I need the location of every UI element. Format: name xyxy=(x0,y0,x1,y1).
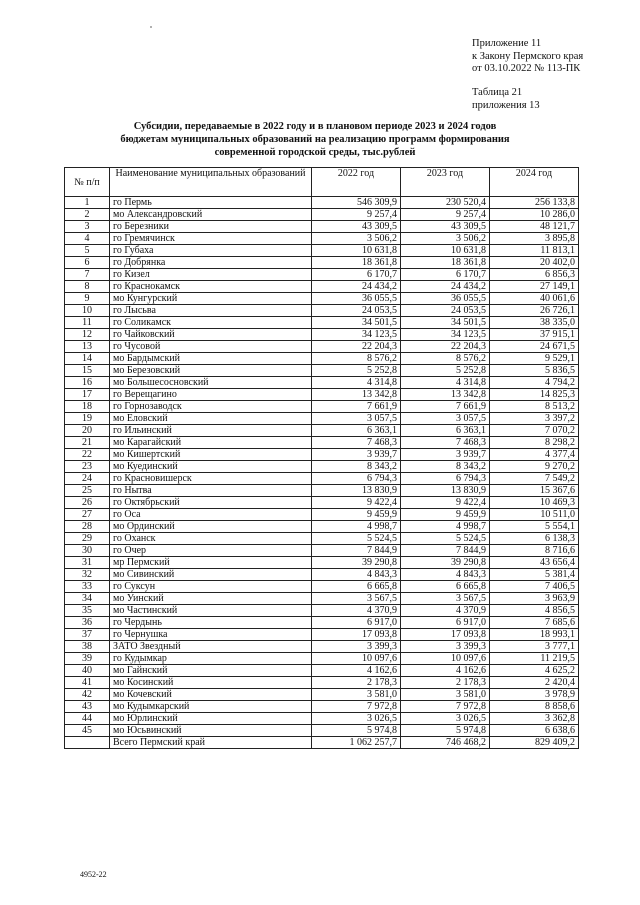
value-2022: 6 170,7 xyxy=(312,269,401,281)
title-line-2: бюджетам муниципальных образований на реализацию программ формирования xyxy=(120,134,510,145)
row-num: 27 xyxy=(65,509,110,521)
table-row xyxy=(65,605,579,617)
value-2022: 3 939,7 xyxy=(312,449,401,461)
municipality-name: го Кизел xyxy=(110,269,312,281)
value-2023: 43 309,5 xyxy=(401,221,490,233)
row-num: 15 xyxy=(65,365,110,377)
municipality-name: мо Большесосновский xyxy=(110,377,312,389)
value-2024: 4 856,5 xyxy=(490,605,579,617)
table-row xyxy=(65,713,579,725)
table-row xyxy=(65,701,579,713)
value-2022: 3 057,5 xyxy=(312,413,401,425)
municipality-name: мо Юсьвинский xyxy=(110,725,312,737)
table-row xyxy=(65,281,579,293)
value-2023: 5 974,8 xyxy=(401,725,490,737)
value-2023: 9 422,4 xyxy=(401,497,490,509)
value-2022: 39 290,8 xyxy=(312,557,401,569)
value-2024: 7 685,6 xyxy=(490,617,579,629)
table-row xyxy=(65,437,579,449)
value-2022: 4 370,9 xyxy=(312,605,401,617)
row-num: 19 xyxy=(65,413,110,425)
total-2023: 746 468,2 xyxy=(401,737,490,749)
value-2022: 34 501,5 xyxy=(312,317,401,329)
value-2024: 3 777,1 xyxy=(490,641,579,653)
table-row xyxy=(65,341,579,353)
municipality-name: го Краснокамск xyxy=(110,281,312,293)
value-2024: 20 402,0 xyxy=(490,257,579,269)
value-2022: 34 123,5 xyxy=(312,329,401,341)
table-row xyxy=(65,197,579,209)
value-2024: 6 638,6 xyxy=(490,725,579,737)
appendix-reference xyxy=(472,38,583,76)
row-num: 36 xyxy=(65,617,110,629)
row-num: 20 xyxy=(65,425,110,437)
table-row xyxy=(65,641,579,653)
value-2023: 3 057,5 xyxy=(401,413,490,425)
row-num: 30 xyxy=(65,545,110,557)
value-2024: 6 138,3 xyxy=(490,533,579,545)
municipality-name: го Горнозаводск xyxy=(110,401,312,413)
municipality-name: мо Частинский xyxy=(110,605,312,617)
table-row xyxy=(65,689,579,701)
header-num: № п/п xyxy=(65,168,110,197)
row-num: 35 xyxy=(65,605,110,617)
value-2023: 4 843,3 xyxy=(401,569,490,581)
municipality-name: мо Александровский xyxy=(110,209,312,221)
value-2022: 18 361,8 xyxy=(312,257,401,269)
value-2024: 10 286,0 xyxy=(490,209,579,221)
value-2023: 4 370,9 xyxy=(401,605,490,617)
value-2022: 9 422,4 xyxy=(312,497,401,509)
value-2022: 24 434,2 xyxy=(312,281,401,293)
table-row xyxy=(65,221,579,233)
municipality-name: ЗАТО Звездный xyxy=(110,641,312,653)
table-row xyxy=(65,653,579,665)
value-2023: 6 917,0 xyxy=(401,617,490,629)
row-num: 29 xyxy=(65,533,110,545)
municipality-name: го Пермь xyxy=(110,197,312,209)
value-2024: 11 813,1 xyxy=(490,245,579,257)
value-2023: 7 468,3 xyxy=(401,437,490,449)
value-2023: 9 257,4 xyxy=(401,209,490,221)
value-2024: 5 381,4 xyxy=(490,569,579,581)
value-2023: 3 939,7 xyxy=(401,449,490,461)
value-2024: 15 367,6 xyxy=(490,485,579,497)
value-2022: 22 204,3 xyxy=(312,341,401,353)
value-2022: 3 567,5 xyxy=(312,593,401,605)
row-num: 3 xyxy=(65,221,110,233)
municipality-name: го Чайковский xyxy=(110,329,312,341)
table-row xyxy=(65,449,579,461)
value-2022: 13 342,8 xyxy=(312,389,401,401)
value-2023: 10 631,8 xyxy=(401,245,490,257)
value-2022: 3 399,3 xyxy=(312,641,401,653)
row-num: 2 xyxy=(65,209,110,221)
value-2023: 6 170,7 xyxy=(401,269,490,281)
subsidies-table xyxy=(64,167,579,749)
municipality-name: го Соликамск xyxy=(110,317,312,329)
appendix-line-3: от 03.10.2022 № 113-ПК xyxy=(472,63,581,74)
row-num: 33 xyxy=(65,581,110,593)
row-num: 42 xyxy=(65,689,110,701)
value-2024: 18 993,1 xyxy=(490,629,579,641)
table-row xyxy=(65,365,579,377)
value-2022: 43 309,5 xyxy=(312,221,401,233)
table-ref-line-2: приложения 13 xyxy=(472,99,540,111)
municipality-name: мо Березовский xyxy=(110,365,312,377)
table-ref-line-1: Таблица 21 xyxy=(472,87,523,98)
value-2023: 8 343,2 xyxy=(401,461,490,473)
row-num: 39 xyxy=(65,653,110,665)
row-num: 32 xyxy=(65,569,110,581)
value-2023: 34 123,5 xyxy=(401,329,490,341)
table-row xyxy=(65,389,579,401)
value-2023: 8 576,2 xyxy=(401,353,490,365)
value-2023: 5 252,8 xyxy=(401,365,490,377)
value-2022: 4 843,3 xyxy=(312,569,401,581)
row-num: 37 xyxy=(65,629,110,641)
table-row xyxy=(65,245,579,257)
footer-code: 4952-22 xyxy=(80,870,107,879)
municipality-name: мо Еловский xyxy=(110,413,312,425)
value-2022: 546 309,9 xyxy=(312,197,401,209)
value-2024: 10 511,0 xyxy=(490,509,579,521)
value-2024: 8 513,2 xyxy=(490,401,579,413)
value-2024: 9 529,1 xyxy=(490,353,579,365)
value-2024: 8 298,2 xyxy=(490,437,579,449)
row-num: 12 xyxy=(65,329,110,341)
table-row xyxy=(65,413,579,425)
value-2024: 48 121,7 xyxy=(490,221,579,233)
municipality-name: го Гремячинск xyxy=(110,233,312,245)
value-2024: 27 149,1 xyxy=(490,281,579,293)
value-2023: 10 097,6 xyxy=(401,653,490,665)
row-num: 24 xyxy=(65,473,110,485)
header-2023: 2023 год xyxy=(401,168,490,197)
table-row xyxy=(65,533,579,545)
value-2022: 7 661,9 xyxy=(312,401,401,413)
table-reference xyxy=(472,87,540,112)
value-2024: 6 856,3 xyxy=(490,269,579,281)
value-2024: 3 895,8 xyxy=(490,233,579,245)
total-row xyxy=(65,737,579,749)
table-row xyxy=(65,581,579,593)
header-name: Наименование муниципальных образований xyxy=(110,168,312,197)
table-row xyxy=(65,257,579,269)
appendix-line-2: к Закону Пермского края xyxy=(472,50,584,62)
value-2022: 5 974,8 xyxy=(312,725,401,737)
table-row xyxy=(65,305,579,317)
municipality-name: го Октябрьский xyxy=(110,497,312,509)
table-row xyxy=(65,317,579,329)
value-2023: 3 026,5 xyxy=(401,713,490,725)
table-header-row xyxy=(65,168,579,197)
value-2023: 13 830,9 xyxy=(401,485,490,497)
value-2022: 8 576,2 xyxy=(312,353,401,365)
value-2023: 22 204,3 xyxy=(401,341,490,353)
value-2022: 24 053,5 xyxy=(312,305,401,317)
row-num: 40 xyxy=(65,665,110,677)
value-2023: 4 314,8 xyxy=(401,377,490,389)
value-2023: 7 972,8 xyxy=(401,701,490,713)
header-2024: 2024 год xyxy=(490,168,579,197)
value-2024: 5 554,1 xyxy=(490,521,579,533)
appendix-line-1: Приложение 11 xyxy=(472,38,542,49)
value-2022: 6 665,8 xyxy=(312,581,401,593)
value-2024: 14 825,3 xyxy=(490,389,579,401)
municipality-name: го Березники xyxy=(110,221,312,233)
table-row xyxy=(65,485,579,497)
value-2022: 5 524,5 xyxy=(312,533,401,545)
title-line-3: современной городской среды, тыс.рублей xyxy=(214,147,416,158)
row-num: 9 xyxy=(65,293,110,305)
value-2024: 40 061,6 xyxy=(490,293,579,305)
municipality-name: го Чернушка xyxy=(110,629,312,641)
row-num: 11 xyxy=(65,317,110,329)
table-row xyxy=(65,617,579,629)
value-2024: 4 377,4 xyxy=(490,449,579,461)
value-2023: 3 506,2 xyxy=(401,233,490,245)
value-2024: 3 963,9 xyxy=(490,593,579,605)
municipality-name: го Чердынь xyxy=(110,617,312,629)
row-num: 1 xyxy=(65,197,110,209)
municipality-name: го Лысьва xyxy=(110,305,312,317)
value-2024: 4 625,2 xyxy=(490,665,579,677)
municipality-name: го Красновишерск xyxy=(110,473,312,485)
municipality-name: мо Кунгурский xyxy=(110,293,312,305)
value-2022: 8 343,2 xyxy=(312,461,401,473)
table-row xyxy=(65,269,579,281)
table-row xyxy=(65,497,579,509)
value-2023: 3 399,3 xyxy=(401,641,490,653)
table-row xyxy=(65,401,579,413)
value-2024: 8 716,6 xyxy=(490,545,579,557)
row-num: 16 xyxy=(65,377,110,389)
total-label: Всего Пермский край xyxy=(110,737,312,749)
row-num: 38 xyxy=(65,641,110,653)
value-2023: 4 998,7 xyxy=(401,521,490,533)
table-body xyxy=(65,197,579,737)
value-2023: 6 363,1 xyxy=(401,425,490,437)
row-num: 18 xyxy=(65,401,110,413)
value-2023: 24 053,5 xyxy=(401,305,490,317)
value-2022: 3 506,2 xyxy=(312,233,401,245)
header-2022: 2022 год xyxy=(312,168,401,197)
table-row xyxy=(65,473,579,485)
municipality-name: мо Кочевский xyxy=(110,689,312,701)
value-2022: 9 257,4 xyxy=(312,209,401,221)
row-num: 28 xyxy=(65,521,110,533)
value-2022: 10 631,8 xyxy=(312,245,401,257)
value-2022: 6 917,0 xyxy=(312,617,401,629)
municipality-name: го Кудымкар xyxy=(110,653,312,665)
table-row xyxy=(65,725,579,737)
value-2022: 9 459,9 xyxy=(312,509,401,521)
value-2024: 3 978,9 xyxy=(490,689,579,701)
value-2022: 5 252,8 xyxy=(312,365,401,377)
row-num: 26 xyxy=(65,497,110,509)
row-num: 7 xyxy=(65,269,110,281)
municipality-name: мо Косинский xyxy=(110,677,312,689)
municipality-name: го Чусовой xyxy=(110,341,312,353)
row-num: 17 xyxy=(65,389,110,401)
municipality-name: го Суксун xyxy=(110,581,312,593)
scan-speck xyxy=(150,26,152,28)
table-row xyxy=(65,677,579,689)
total-2022: 1 062 257,7 xyxy=(312,737,401,749)
table-row xyxy=(65,629,579,641)
row-num: 13 xyxy=(65,341,110,353)
title-line-1: Субсидии, передаваемые в 2022 году и в плановом периоде 2023 и 2024 годов xyxy=(133,121,497,132)
municipality-name: мр Пермский xyxy=(110,557,312,569)
value-2022: 7 468,3 xyxy=(312,437,401,449)
value-2022: 13 830,9 xyxy=(312,485,401,497)
row-num: 41 xyxy=(65,677,110,689)
row-num: 10 xyxy=(65,305,110,317)
value-2024: 8 858,6 xyxy=(490,701,579,713)
value-2022: 7 972,8 xyxy=(312,701,401,713)
value-2023: 18 361,8 xyxy=(401,257,490,269)
municipality-name: го Оханск xyxy=(110,533,312,545)
value-2024: 256 133,8 xyxy=(490,197,579,209)
value-2022: 4 998,7 xyxy=(312,521,401,533)
value-2022: 7 844,9 xyxy=(312,545,401,557)
value-2024: 38 335,0 xyxy=(490,317,579,329)
municipality-name: мо Ординский xyxy=(110,521,312,533)
table-row xyxy=(65,509,579,521)
value-2023: 36 055,5 xyxy=(401,293,490,305)
value-2024: 11 219,5 xyxy=(490,653,579,665)
row-num: 14 xyxy=(65,353,110,365)
municipality-name: мо Юрлинский xyxy=(110,713,312,725)
row-num: 31 xyxy=(65,557,110,569)
table-row xyxy=(65,557,579,569)
value-2024: 9 270,2 xyxy=(490,461,579,473)
value-2023: 5 524,5 xyxy=(401,533,490,545)
value-2024: 4 794,2 xyxy=(490,377,579,389)
value-2024: 7 070,2 xyxy=(490,425,579,437)
value-2024: 3 362,8 xyxy=(490,713,579,725)
table-row xyxy=(65,209,579,221)
row-num: 21 xyxy=(65,437,110,449)
value-2023: 6 794,3 xyxy=(401,473,490,485)
row-num: 45 xyxy=(65,725,110,737)
row-num: 8 xyxy=(65,281,110,293)
value-2022: 10 097,6 xyxy=(312,653,401,665)
row-num: 5 xyxy=(65,245,110,257)
value-2023: 230 520,4 xyxy=(401,197,490,209)
value-2024: 24 671,5 xyxy=(490,341,579,353)
value-2023: 2 178,3 xyxy=(401,677,490,689)
value-2024: 5 836,5 xyxy=(490,365,579,377)
value-2023: 13 342,8 xyxy=(401,389,490,401)
value-2023: 3 567,5 xyxy=(401,593,490,605)
municipality-name: мо Кишертский xyxy=(110,449,312,461)
row-num: 25 xyxy=(65,485,110,497)
value-2023: 9 459,9 xyxy=(401,509,490,521)
value-2024: 26 726,1 xyxy=(490,305,579,317)
municipality-name: мо Кудымкарский xyxy=(110,701,312,713)
value-2023: 39 290,8 xyxy=(401,557,490,569)
value-2024: 7 406,5 xyxy=(490,581,579,593)
row-num: 6 xyxy=(65,257,110,269)
value-2023: 34 501,5 xyxy=(401,317,490,329)
value-2023: 7 844,9 xyxy=(401,545,490,557)
municipality-name: го Ильинский xyxy=(110,425,312,437)
value-2023: 4 162,6 xyxy=(401,665,490,677)
table-row xyxy=(65,293,579,305)
value-2022: 2 178,3 xyxy=(312,677,401,689)
municipality-name: мо Бардымский xyxy=(110,353,312,365)
table-row xyxy=(65,545,579,557)
municipality-name: го Добрянка xyxy=(110,257,312,269)
row-num: 22 xyxy=(65,449,110,461)
value-2024: 10 469,3 xyxy=(490,497,579,509)
value-2023: 24 434,2 xyxy=(401,281,490,293)
value-2022: 4 314,8 xyxy=(312,377,401,389)
table-row xyxy=(65,233,579,245)
municipality-name: го Очер xyxy=(110,545,312,557)
value-2022: 3 581,0 xyxy=(312,689,401,701)
value-2024: 3 397,2 xyxy=(490,413,579,425)
document-title xyxy=(95,120,535,159)
municipality-name: го Губаха xyxy=(110,245,312,257)
table-row xyxy=(65,377,579,389)
table-row xyxy=(65,521,579,533)
total-num-cell xyxy=(65,737,110,749)
table-row xyxy=(65,461,579,473)
value-2022: 3 026,5 xyxy=(312,713,401,725)
municipality-name: мо Уинский xyxy=(110,593,312,605)
municipality-name: мо Карагайский xyxy=(110,437,312,449)
total-2024: 829 409,2 xyxy=(490,737,579,749)
table-row xyxy=(65,569,579,581)
municipality-name: го Верещагино xyxy=(110,389,312,401)
row-num: 4 xyxy=(65,233,110,245)
value-2023: 6 665,8 xyxy=(401,581,490,593)
table-row xyxy=(65,425,579,437)
table-row xyxy=(65,353,579,365)
value-2024: 2 420,4 xyxy=(490,677,579,689)
row-num: 44 xyxy=(65,713,110,725)
municipality-name: го Оса xyxy=(110,509,312,521)
municipality-name: го Нытва xyxy=(110,485,312,497)
value-2024: 37 915,1 xyxy=(490,329,579,341)
row-num: 34 xyxy=(65,593,110,605)
value-2023: 7 661,9 xyxy=(401,401,490,413)
value-2023: 17 093,8 xyxy=(401,629,490,641)
value-2023: 3 581,0 xyxy=(401,689,490,701)
table-row xyxy=(65,329,579,341)
table-row xyxy=(65,593,579,605)
municipality-name: мо Сивинский xyxy=(110,569,312,581)
table-row xyxy=(65,665,579,677)
row-num: 43 xyxy=(65,701,110,713)
value-2022: 17 093,8 xyxy=(312,629,401,641)
value-2022: 4 162,6 xyxy=(312,665,401,677)
municipality-name: мо Куединский xyxy=(110,461,312,473)
value-2022: 6 794,3 xyxy=(312,473,401,485)
municipality-name: мо Гайнский xyxy=(110,665,312,677)
value-2022: 36 055,5 xyxy=(312,293,401,305)
row-num: 23 xyxy=(65,461,110,473)
value-2024: 43 656,4 xyxy=(490,557,579,569)
value-2022: 6 363,1 xyxy=(312,425,401,437)
value-2024: 7 549,2 xyxy=(490,473,579,485)
